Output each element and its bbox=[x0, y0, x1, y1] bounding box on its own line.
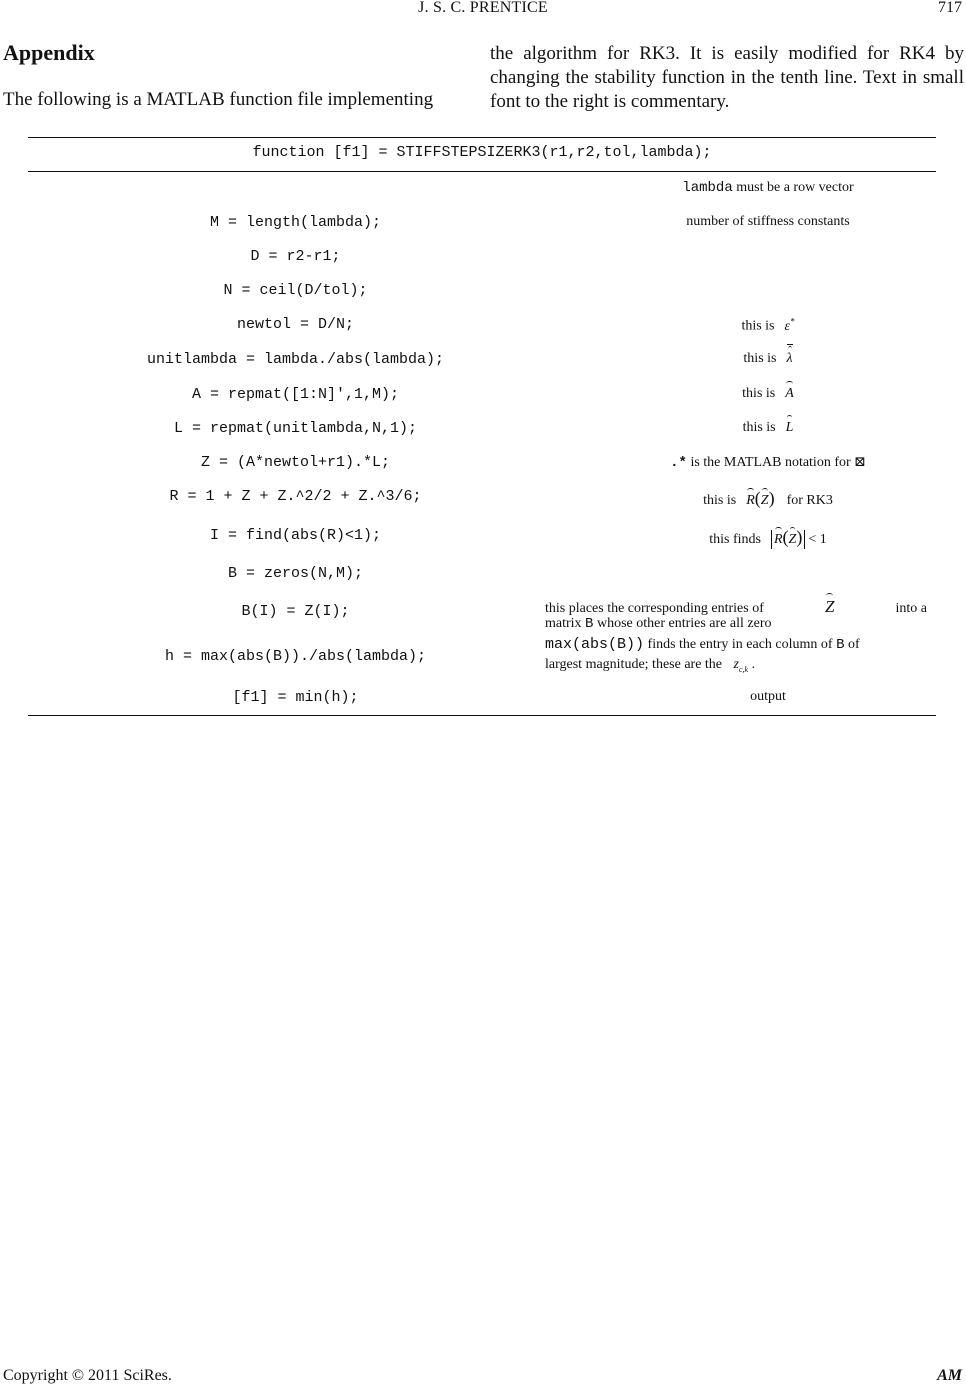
code-line: B(I) = Z(I); bbox=[241, 603, 350, 620]
listing-row bbox=[28, 386, 936, 406]
comment-text: must be a row vector bbox=[732, 180, 854, 195]
a-hat-symbol: A bbox=[785, 386, 794, 401]
comment bbox=[573, 316, 963, 335]
l-hat-symbol: L bbox=[785, 420, 794, 435]
code-line: Z = (A*newtol+r1).*L; bbox=[200, 454, 391, 471]
listing-row bbox=[28, 420, 936, 440]
comment bbox=[573, 386, 963, 402]
comment: number of stiffness constants bbox=[686, 214, 850, 229]
code-line: [f1] = min(h); bbox=[232, 689, 359, 706]
intro-text-right: the algorithm for RK3. It is easily modified for RK4 by changing the stability function in the tenth line. Text in small font to the right is commentary. bbox=[490, 43, 964, 112]
comment-text: this is bbox=[742, 420, 776, 435]
section-title: Appendix bbox=[3, 40, 95, 65]
listing-row bbox=[28, 689, 936, 709]
comment-max-abs: max(abs(B)) finds the entry in each column of B of largest magnitude; these are the $z_{c,k}$ . bbox=[545, 636, 860, 674]
z-ck-symbol: $z_{c,k}$ bbox=[733, 657, 749, 674]
table-top-rule bbox=[28, 137, 936, 138]
listing-row bbox=[28, 527, 936, 547]
comment-text: is the MATLAB notation for ⊠ bbox=[686, 455, 866, 470]
listing-row bbox=[28, 214, 936, 234]
abs-r-of-z-less-than-one: R(Z) < 1 bbox=[771, 532, 827, 547]
code-line: B = zeros(N,M); bbox=[227, 565, 364, 582]
code-line: I = find(abs(R)<1); bbox=[209, 527, 382, 544]
page-number: 717 bbox=[938, 0, 962, 16]
code-line: D = r2-r1; bbox=[250, 248, 341, 265]
listing-row bbox=[28, 248, 936, 268]
comment-text: this is bbox=[741, 318, 775, 334]
epsilon-symbol: ε* bbox=[784, 316, 795, 334]
intro-text-left: The following is a MATLAB function file implementing bbox=[3, 89, 434, 110]
journal-abbrev: AM bbox=[937, 1367, 962, 1384]
code-line: N = ceil(D/tol); bbox=[223, 282, 368, 299]
comment-text: this is bbox=[743, 351, 777, 366]
code-line: A = repmat([1:N]',1,M); bbox=[191, 386, 400, 403]
comment-code: lambda bbox=[682, 180, 733, 196]
comment-text: this is bbox=[703, 493, 737, 508]
copyright: Copyright © 2011 SciRes. bbox=[3, 1367, 172, 1384]
code-line: M = length(lambda); bbox=[209, 214, 382, 231]
listing-row bbox=[28, 180, 936, 200]
code-line: newtol = D/N; bbox=[236, 316, 355, 333]
code-line: L = repmat(unitlambda,N,1); bbox=[173, 420, 418, 437]
code-line: h = max(abs(B))./abs(lambda); bbox=[164, 648, 427, 665]
comment bbox=[573, 180, 963, 196]
listing-row bbox=[28, 282, 936, 302]
r-of-z-symbol: R(Z) bbox=[746, 488, 775, 508]
comment-text: this is bbox=[742, 386, 776, 401]
listing-row bbox=[28, 565, 936, 585]
comment-places-entries: this places the corresponding entries of Z into a matrix B whose other entries are all zero bbox=[545, 597, 927, 632]
comment-text: this finds bbox=[709, 532, 761, 547]
function-signature: function [f1] = STIFFSTEPSIZERK3(r1,r2,tol,lambda); bbox=[252, 144, 712, 161]
comment bbox=[573, 351, 963, 367]
listing-row bbox=[28, 488, 936, 508]
running-head: J. S. C. PRENTICE bbox=[418, 0, 548, 16]
listing-row bbox=[28, 351, 936, 371]
comment: output bbox=[750, 689, 786, 704]
listing-row bbox=[28, 454, 936, 474]
comment-suffix: for RK3 bbox=[786, 493, 833, 508]
code-line: R = 1 + Z + Z.^2/2 + Z.^3/6; bbox=[169, 488, 422, 505]
code-line: unitlambda = lambda./abs(lambda); bbox=[146, 351, 445, 368]
comment bbox=[573, 420, 963, 436]
lambda-hat-bar-symbol: λ bbox=[786, 351, 793, 366]
comment-code: .* bbox=[670, 455, 687, 471]
table-bottom-rule bbox=[28, 715, 936, 716]
listing-row bbox=[28, 316, 936, 336]
comment bbox=[573, 527, 963, 548]
z-hat-symbol: Z bbox=[824, 597, 835, 616]
comment bbox=[573, 488, 963, 509]
table-header-rule bbox=[28, 171, 936, 172]
comment bbox=[573, 454, 963, 471]
